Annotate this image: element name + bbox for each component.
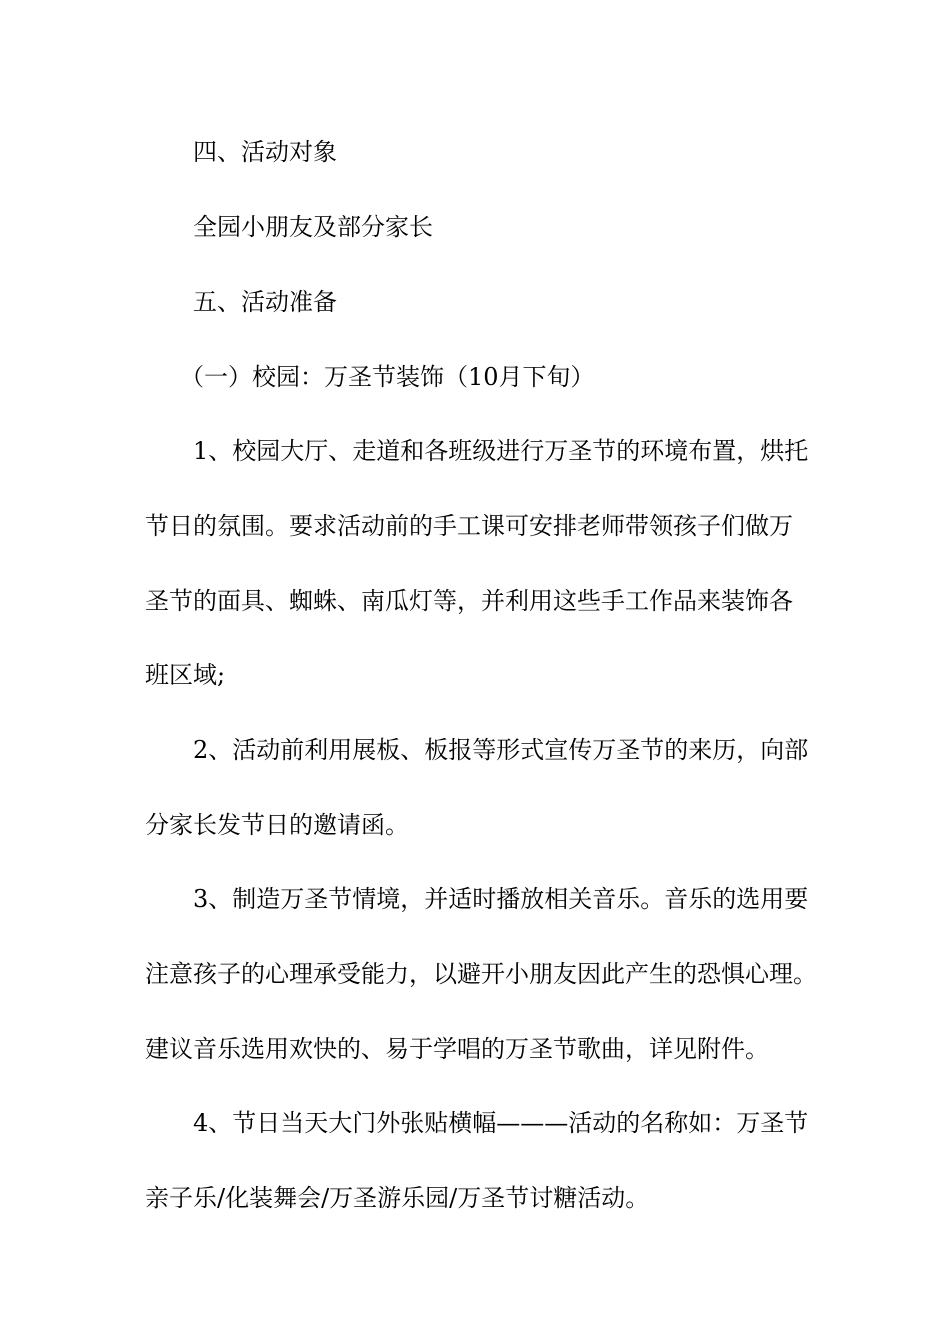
paragraph-line: 2、活动前利用展板、板报等形式宣传万圣节的来历，向部 [193, 736, 809, 764]
paragraph-line: 4、节日当天大门外张贴横幅———活动的名称如：万圣节 [193, 1109, 809, 1137]
paragraph-line: 亲子乐/化装舞会/万圣游乐园/万圣节讨糖活动。 [145, 1184, 650, 1212]
paragraph-line: 全园小朋友及部分家长 [193, 213, 433, 241]
paragraph-line: 节日的氛围。要求活动前的手工课可安排老师带领孩子们做万 [145, 512, 793, 540]
paragraph-line: 建议音乐选用欢快的、易于学唱的万圣节歌曲，详见附件。 [145, 1035, 769, 1063]
paragraph-line: 3、制造万圣节情境，并适时播放相关音乐。音乐的选用要 [193, 885, 809, 913]
paragraph-line: 圣节的面具、蜘蛛、南瓜灯等，并利用这些手工作品来装饰各 [145, 587, 793, 615]
paragraph-line: 1、校园大厅、走道和各班级进行万圣节的环境布置，烘托 [193, 437, 809, 465]
paragraph-line: 注意孩子的心理承受能力，以避开小朋友因此产生的恐惧心理。 [145, 960, 817, 988]
section-heading-5: 五、活动准备 [193, 288, 337, 316]
section-heading-4: 四、活动对象 [193, 138, 337, 166]
subsection-heading: （一）校园：万圣节装饰（10月下旬） [180, 363, 595, 391]
paragraph-line: 分家长发节日的邀请函。 [145, 811, 409, 839]
paragraph-line: 班区域; [145, 661, 226, 689]
